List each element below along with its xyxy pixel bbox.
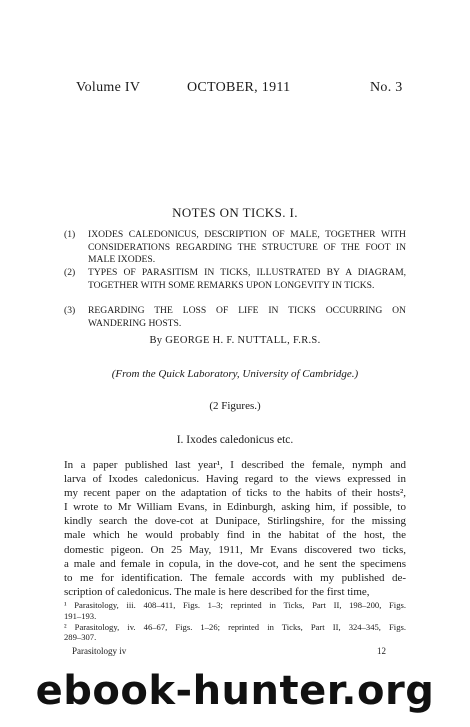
contents-item-text: TYPES OF PARASITISM IN TICKS, ILLUSTRATED BY A DIAGRAM, TOGETHER WITH SOME REMARKS UPON LONGEVITY IN TICKS. — [88, 267, 406, 291]
watermark: ebook-hunter.org — [35, 668, 435, 714]
affiliation: (From the Quick Laboratory, University of Cambridge.) — [111, 368, 359, 380]
footnote-line: 191–193. — [64, 610, 97, 621]
footnote-line: 289–307. — [64, 632, 97, 643]
body-line: my recent paper on the adaptation of ticks to the habits of their hosts², — [64, 487, 406, 500]
footer-page-number: 12 — [377, 646, 386, 656]
contents-item-number: (2) — [64, 267, 76, 278]
footer-journal: Parasitology iv — [72, 646, 127, 656]
contents-item-number: (1) — [64, 229, 76, 240]
body-paragraph — [64, 458, 406, 599]
body-line: larva of Ixodes caledonicus. Having regard to the views expressed in — [64, 473, 406, 486]
footnote-line: ² Parasitology, iv. 46–67, Figs. 1–26; reprinted in Ticks, Part II, 324–345, Figs. — [64, 621, 406, 632]
footnotes — [64, 600, 406, 643]
issue-number: No. 3 — [370, 80, 403, 95]
body-line: to me for identification. The female accords with my published de- — [64, 571, 406, 584]
article-title: NOTES ON TICKS. I. — [172, 205, 298, 220]
section-heading: I. Ixodes caledonicus etc. — [176, 434, 294, 446]
body-line: kindly search the dove-cot at Dunipace, Stirlingshire, for the missing — [64, 515, 406, 528]
issue-date: OCTOBER, 1911 — [187, 80, 291, 95]
body-line: domestic pigeon. On 25 May, 1911, Mr Evans discovered two ticks, — [64, 543, 406, 556]
figures-note: (2 Figures.) — [209, 400, 261, 412]
footnote-line: ¹ Parasitology, iii. 408–411, Figs. 1–3; reprinted in Ticks, Part II, 198–200, Figs. — [64, 600, 406, 610]
contents-item-number: (3) — [64, 305, 76, 316]
body-line: scription of caledonicus. The male is here described for the first time, — [64, 585, 370, 598]
contents-item-text: REGARDING THE LOSS OF LIFE IN TICKS OCCURRING ON WANDERING HOSTS. — [88, 305, 406, 329]
volume-label: Volume IV — [76, 80, 141, 95]
body-line: a male and female in copula, in the dove-cot, and he sent the specimens — [64, 557, 406, 570]
body-line: male which he would probably find in the habitat of the host, the — [64, 529, 406, 542]
body-line: In a paper published last year¹, I described the female, nymph and — [64, 459, 406, 471]
body-line: I wrote to Mr William Evans, in Edinburgh, asking him, if possible, to — [64, 501, 406, 514]
contents-item-text: IXODES CALEDONICUS, DESCRIPTION OF MALE, TOGETHER WITH CONSIDERATIONS REGARDING THE STRUCTURE OF THE FOOT IN MALE IXODES. — [88, 229, 406, 265]
author-line: By GEORGE H. F. NUTTALL, F.R.S. — [149, 335, 321, 346]
